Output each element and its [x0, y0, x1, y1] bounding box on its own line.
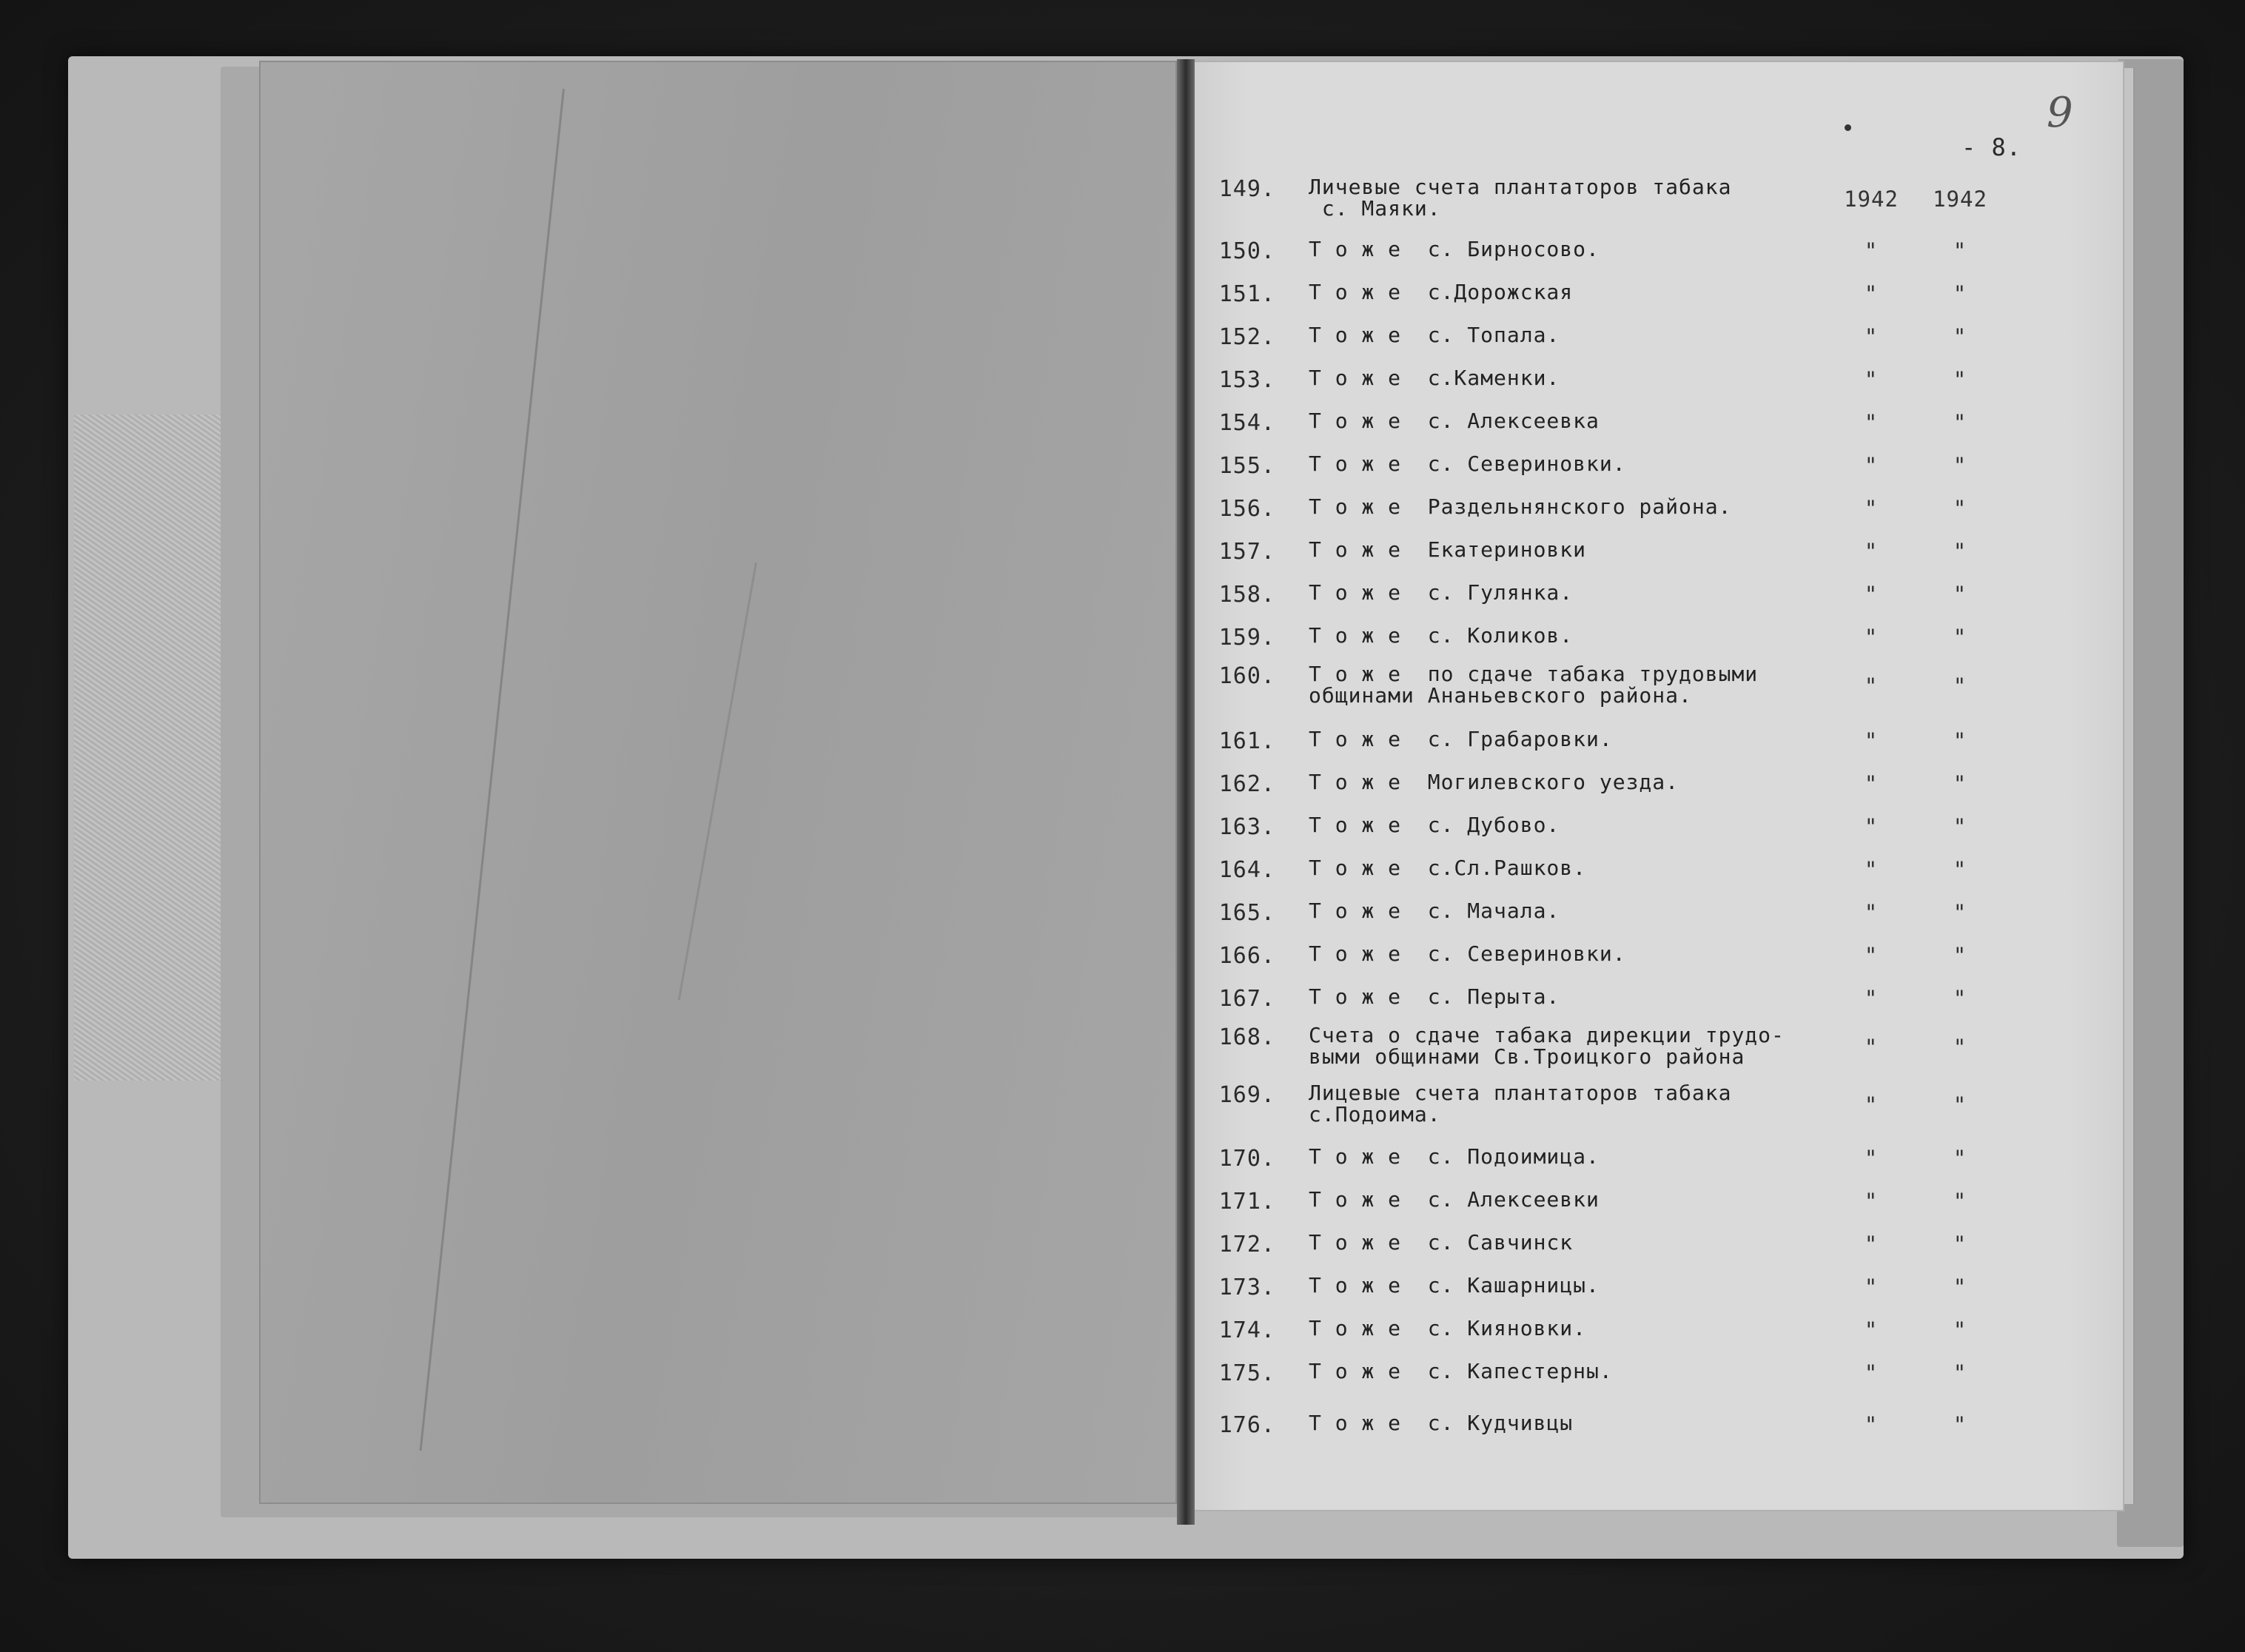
list-item: [1190, 728, 2124, 770]
start-year: ": [1864, 1275, 1879, 1300]
end-year: ": [1953, 728, 1967, 753]
start-year: ": [1864, 857, 1879, 882]
list-item: [1190, 1360, 2124, 1402]
list-item: [1190, 496, 2124, 537]
end-year: ": [1953, 986, 1967, 1011]
end-year: ": [1953, 324, 1967, 349]
item-number: 149.: [1218, 176, 1275, 202]
item-number: 163.: [1218, 814, 1275, 840]
end-year: ": [1953, 1317, 1967, 1343]
item-number: 170.: [1218, 1146, 1275, 1172]
end-year: ": [1953, 625, 1967, 650]
start-year: ": [1864, 771, 1879, 796]
item-description: Т о ж е с.Каменки.: [1309, 366, 1560, 390]
ink-dot: [1845, 124, 1851, 131]
item-description: Личевые счета плантаторов табака с. Маяки.: [1309, 175, 1732, 221]
end-year: ": [1953, 1035, 1967, 1060]
folio-number: 9: [2047, 89, 2073, 137]
item-number: 171.: [1218, 1189, 1275, 1215]
item-number: 164.: [1218, 857, 1275, 883]
end-year: ": [1953, 281, 1967, 306]
end-year: ": [1953, 1412, 1967, 1437]
start-year: ": [1864, 1035, 1879, 1060]
start-year: ": [1864, 496, 1879, 521]
list-item: [1190, 1023, 2124, 1069]
start-year: ": [1864, 1189, 1879, 1214]
list-item: [1190, 1275, 2124, 1316]
item-number: 155.: [1218, 453, 1275, 479]
item-number: 172.: [1218, 1232, 1275, 1258]
item-description: Т о ж е с. Алексеевки: [1309, 1187, 1600, 1212]
item-number: 150.: [1218, 238, 1275, 264]
end-year: ": [1953, 674, 1967, 699]
item-number: 161.: [1218, 728, 1275, 754]
end-year: ": [1953, 900, 1967, 925]
end-year: ": [1953, 539, 1967, 564]
item-number: 165.: [1218, 900, 1275, 926]
item-description: Т о ж е с. Севериновки.: [1309, 941, 1626, 966]
start-year: ": [1864, 453, 1879, 478]
start-year: ": [1864, 625, 1879, 650]
list-item: [1190, 281, 2124, 323]
item-number: 159.: [1218, 625, 1275, 651]
end-year: ": [1953, 1092, 1967, 1118]
item-description: Счета о сдаче табака дирекции трудо- выми общинами Св.Троицкого района: [1309, 1023, 1785, 1069]
start-year: ": [1864, 1092, 1879, 1118]
list-item: [1190, 662, 2124, 708]
folder-texture: [74, 414, 229, 1081]
start-year: ": [1864, 410, 1879, 435]
start-year: ": [1864, 539, 1879, 564]
item-number: 154.: [1218, 410, 1275, 436]
list-item: [1190, 1189, 2124, 1230]
item-description: Т о ж е с. Севериновки.: [1309, 451, 1626, 476]
end-year: 1942: [1933, 187, 1987, 212]
item-description: Т о ж е с.Дорожская: [1309, 280, 1574, 304]
item-description: Т о ж е по сдаче табака трудовыми общинами Ананьевского района.: [1309, 662, 1759, 708]
item-number: 169.: [1218, 1082, 1275, 1108]
item-number: 173.: [1218, 1275, 1275, 1300]
item-description: Т о ж е с. Дубово.: [1309, 813, 1560, 837]
start-year: ": [1864, 986, 1879, 1011]
start-year: ": [1864, 728, 1879, 753]
item-number: 157.: [1218, 539, 1275, 565]
end-year: ": [1953, 771, 1967, 796]
list-item: [1190, 175, 2124, 221]
item-description: Т о ж е с. Гулянка.: [1309, 580, 1574, 605]
item-description: Лицевые счета плантаторов табака с.Подоима.: [1309, 1081, 1732, 1126]
item-description: Т о ж е с. Кашарницы.: [1309, 1273, 1600, 1297]
start-year: ": [1864, 1232, 1879, 1257]
start-year: ": [1864, 674, 1879, 699]
list-item: [1190, 453, 2124, 494]
list-item: [1190, 539, 2124, 580]
item-description: Т о ж е Могилевского уезда.: [1309, 770, 1679, 794]
end-year: ": [1953, 410, 1967, 435]
page-number: - 8.: [1962, 133, 2022, 161]
item-number: 168.: [1218, 1024, 1275, 1050]
start-year: ": [1864, 1412, 1879, 1437]
list-item: [1190, 771, 2124, 813]
item-description: Т о ж е с. Грабаровки.: [1309, 727, 1613, 751]
end-year: ": [1953, 1189, 1967, 1214]
end-year: ": [1953, 367, 1967, 392]
start-year: 1942: [1844, 187, 1899, 212]
list-item: [1190, 857, 2124, 899]
item-description: Т о ж е с. Кудчивцы: [1309, 1411, 1574, 1435]
end-year: ": [1953, 943, 1967, 968]
list-item: [1190, 943, 2124, 984]
item-number: 176.: [1218, 1412, 1275, 1438]
start-year: ": [1864, 1317, 1879, 1343]
list-item: [1190, 1412, 2124, 1454]
end-year: ": [1953, 857, 1967, 882]
item-description: Т о ж е с. Мачала.: [1309, 899, 1560, 923]
item-description: Т о ж е с. Топала.: [1309, 323, 1560, 347]
item-number: 152.: [1218, 324, 1275, 350]
list-item: [1190, 238, 2124, 280]
start-year: ": [1864, 281, 1879, 306]
start-year: ": [1864, 1360, 1879, 1386]
start-year: ": [1864, 238, 1879, 263]
item-description: Т о ж е Раздельнянского района.: [1309, 494, 1732, 519]
list-item: [1190, 324, 2124, 366]
end-year: ": [1953, 453, 1967, 478]
end-year: ": [1953, 1232, 1967, 1257]
item-description: Т о ж е с. Савчинск: [1309, 1230, 1574, 1255]
list-item: [1190, 1317, 2124, 1359]
item-description: Т о ж е с. Коликов.: [1309, 623, 1574, 648]
item-number: 153.: [1218, 367, 1275, 393]
start-year: ": [1864, 900, 1879, 925]
list-item: [1190, 1146, 2124, 1187]
item-number: 174.: [1218, 1317, 1275, 1343]
start-year: ": [1864, 582, 1879, 607]
list-item: [1190, 814, 2124, 856]
item-description: Т о ж е с.Сл.Рашков.: [1309, 856, 1587, 880]
end-year: ": [1953, 1275, 1967, 1300]
list-item: [1190, 1232, 2124, 1273]
list-item: [1190, 367, 2124, 409]
start-year: ": [1864, 814, 1879, 839]
item-description: Т о ж е с. Алексеевка: [1309, 409, 1600, 433]
item-number: 156.: [1218, 496, 1275, 522]
end-year: ": [1953, 496, 1967, 521]
list-item: [1190, 582, 2124, 623]
end-year: ": [1953, 814, 1967, 839]
start-year: ": [1864, 1146, 1879, 1171]
item-number: 166.: [1218, 943, 1275, 969]
item-number: 167.: [1218, 986, 1275, 1012]
list-item: [1190, 900, 2124, 941]
start-year: ": [1864, 943, 1879, 968]
list-item: [1190, 410, 2124, 451]
start-year: ": [1864, 324, 1879, 349]
item-number: 158.: [1218, 582, 1275, 608]
list-item: [1190, 625, 2124, 666]
list-item: [1190, 986, 2124, 1027]
item-description: Т о ж е с. Капестерны.: [1309, 1359, 1613, 1383]
item-description: Т о ж е Екатериновки: [1309, 537, 1587, 562]
item-description: Т о ж е с. Подоимица.: [1309, 1144, 1600, 1169]
item-description: Т о ж е с. Перыта.: [1309, 984, 1560, 1009]
end-year: ": [1953, 1360, 1967, 1386]
end-year: ": [1953, 1146, 1967, 1171]
end-year: ": [1953, 238, 1967, 263]
item-number: 160.: [1218, 663, 1275, 689]
item-description: Т о ж е с. Бирносово.: [1309, 237, 1600, 261]
list-item: [1190, 1082, 2124, 1124]
start-year: ": [1864, 367, 1879, 392]
item-number: 151.: [1218, 281, 1275, 307]
item-description: Т о ж е с. Кияновки.: [1309, 1316, 1587, 1340]
item-number: 175.: [1218, 1360, 1275, 1386]
item-number: 162.: [1218, 771, 1275, 797]
end-year: ": [1953, 582, 1967, 607]
